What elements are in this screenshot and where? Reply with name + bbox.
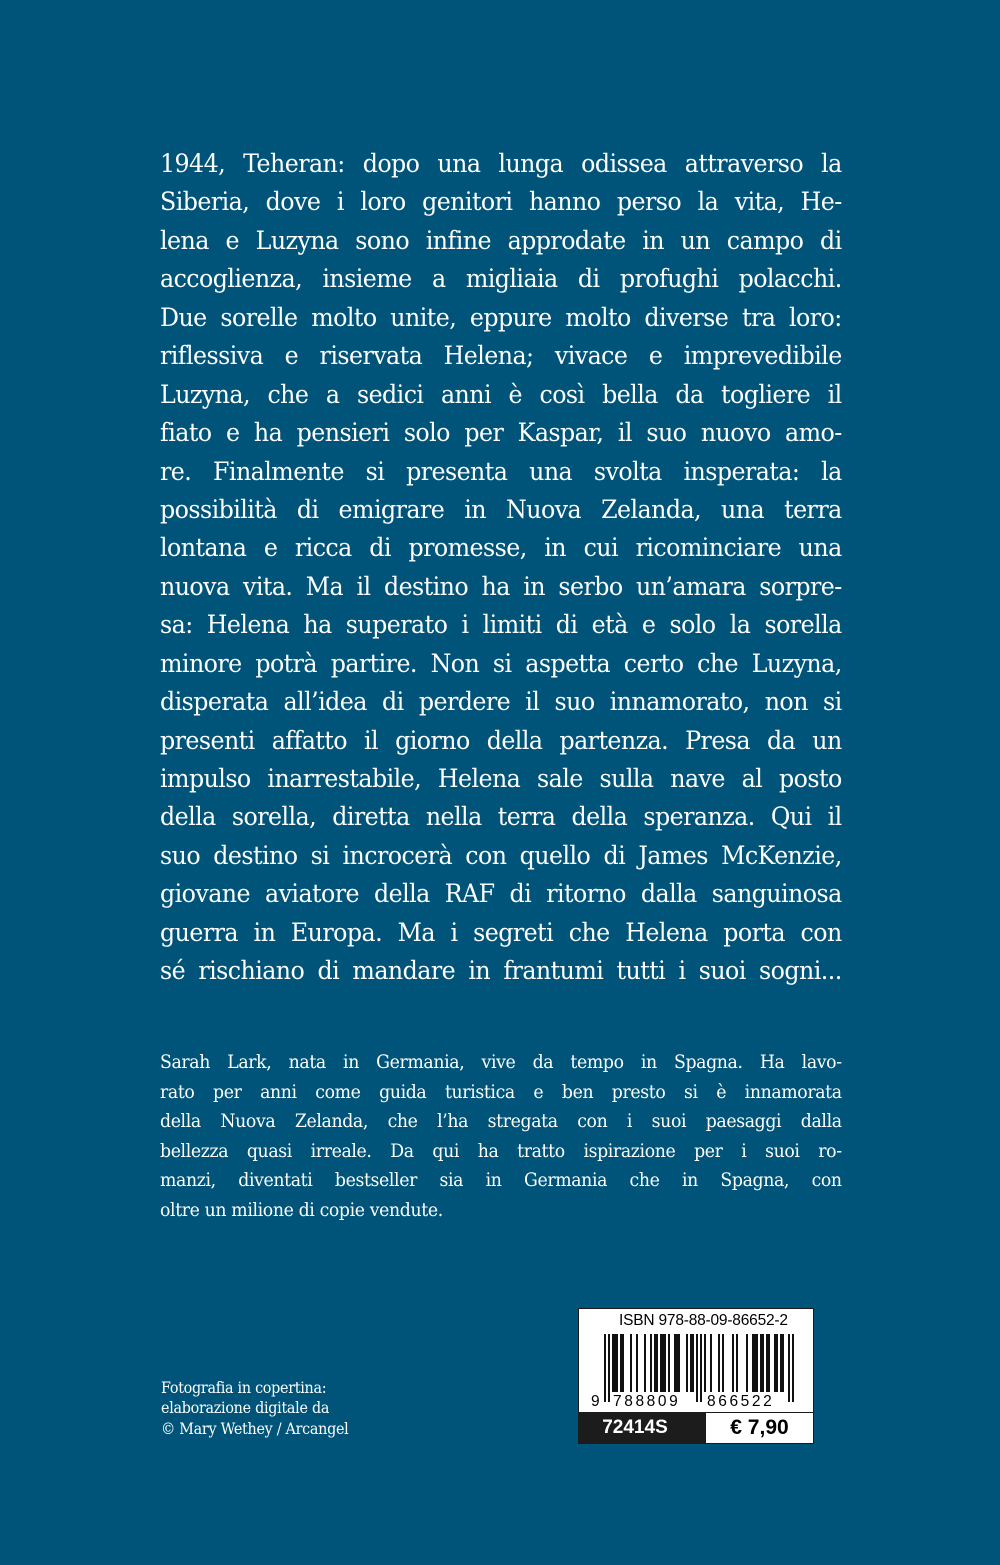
synopsis-line: guerra in Europa. Ma i segreti che Helena porta con xyxy=(160,917,842,948)
synopsis-line: 1944, Teheran: dopo una lunga odissea attraverso la xyxy=(160,149,842,179)
synopsis-line: fiato e ha pensieri solo per Kaspar, il suo nuovo amo- xyxy=(160,418,842,449)
synopsis-line: accoglienza, insieme a migliaia di profughi polacchi. xyxy=(160,264,842,295)
bio-line: bellezza quasi irreale. Da qui ha tratto ispirazione per i suoi ro- xyxy=(160,1140,842,1162)
barcode-digits-right: 866522 xyxy=(707,1393,775,1410)
synopsis-line: della sorella, diretta nella terra della speranza. Qui il xyxy=(160,802,842,833)
credits-line: elaborazione digitale da xyxy=(161,1399,330,1418)
synopsis-line: nuova vita. Ma il destino ha in serbo un’amara sorpre- xyxy=(160,571,842,602)
synopsis-line: lena e Luzyna sono infine approdate in un campo di xyxy=(160,225,842,256)
bio-line: della Nuova Zelanda, che l’ha stregata con i suoi paesaggi dalla xyxy=(160,1111,842,1133)
synopsis-line: Luzyna, che a sedici anni è così bella da togliere il xyxy=(160,379,842,410)
synopsis-line: sa: Helena ha superato i limiti di età e solo la sorella xyxy=(160,610,842,641)
synopsis-line: Due sorelle molto unite, eppure molto diverse tra loro: xyxy=(160,302,842,333)
synopsis-line: presenti affatto il giorno della partenza. Presa da un xyxy=(160,725,842,756)
bio-line: manzi, diventati bestseller sia in Germania che in Spagna, con xyxy=(160,1170,842,1192)
product-code: 72414S xyxy=(578,1412,706,1444)
price: € 7,90 xyxy=(706,1412,814,1444)
synopsis-line: Siberia, dove i loro genitori hanno perso la vita, He- xyxy=(160,187,842,218)
synopsis-line: riflessiva e riservata Helena; vivace e imprevedibile xyxy=(160,341,842,372)
isbn-text: ISBN 978-88-09-86652-2 xyxy=(619,1312,788,1329)
synopsis-line: minore potrà partire. Non si aspetta certo che Luzyna, xyxy=(160,648,842,679)
bio-line: oltre un milione di copie vendute. xyxy=(160,1199,443,1221)
synopsis-line: possibilità di emigrare in Nuova Zelanda, una terra xyxy=(160,494,842,525)
credits-line: Fotografia in copertina: xyxy=(161,1379,327,1397)
price-row xyxy=(578,1412,814,1444)
synopsis-line: lontana e ricca di promesse, in cui ricominciare una xyxy=(160,533,842,564)
synopsis-line: impulso inarrestabile, Helena sale sulla nave al posto xyxy=(160,764,842,794)
synopsis-line: re. Finalmente si presenta una svolta insperata: la xyxy=(160,456,842,487)
synopsis-paragraph xyxy=(160,145,842,991)
bio-line: rato per anni come guida turistica e ben presto si è innamorata xyxy=(160,1081,842,1103)
barcode-digits-left: 788809 xyxy=(613,1393,681,1410)
barcode-digit-first: 9 xyxy=(591,1393,603,1410)
synopsis-line: suo destino si incrocerà con quello di James McKenzie, xyxy=(160,840,842,871)
isbn-price-label xyxy=(578,1308,814,1444)
synopsis-line: disperata all’idea di perdere il suo innamorato, non si xyxy=(160,687,842,718)
bio-line: Sarah Lark, nata in Germania, vive da tempo in Spagna. Ha lavo- xyxy=(160,1052,842,1073)
author-bio xyxy=(160,1048,842,1226)
credits-line: © Mary Wethey / Arcangel xyxy=(161,1419,349,1438)
synopsis-line: giovane aviatore della RAF di ritorno dalla sanguinosa xyxy=(160,879,842,910)
photo-credits xyxy=(161,1378,348,1439)
synopsis-line: sé rischiano di mandare in frantumi tutti i suoi sogni... xyxy=(160,956,842,987)
